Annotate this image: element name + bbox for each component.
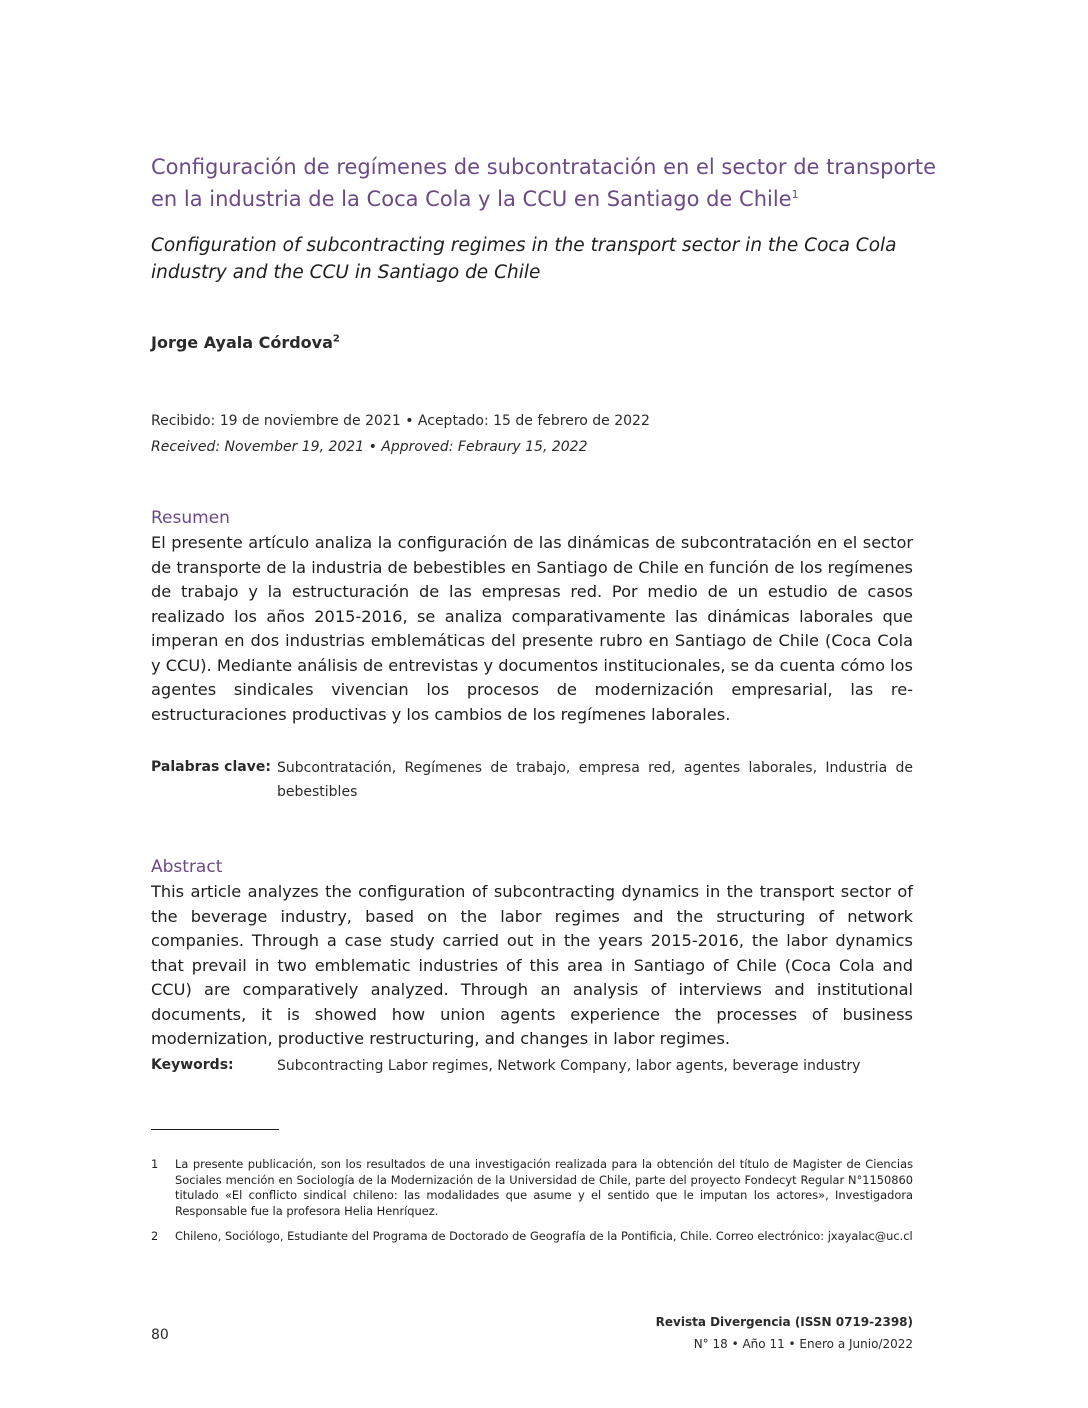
author-name	[151, 333, 340, 352]
footnote-ref-2[interactable]: 2	[332, 333, 340, 345]
author-text: Jorge Ayala Córdova	[151, 333, 333, 352]
footnote-number: 2	[151, 1229, 159, 1243]
journal-info	[656, 1311, 913, 1355]
abstract-heading: Abstract	[151, 857, 223, 877]
article-title-english: Configuration of subcontracting regimes in the transport sector in the Coca Cola industry and the CCU in Santiago de Chile	[151, 235, 897, 283]
footnote-1	[151, 1157, 913, 1219]
dates-english: Received: November 19, 2021 • Approved: Febraury 15, 2022	[151, 439, 588, 455]
palabras-clave-label: Palabras clave:	[151, 759, 271, 775]
footnote-separator	[151, 1129, 279, 1130]
keywords-text: Subcontracting Labor regimes, Network Company, labor agents, beverage industry	[277, 1058, 861, 1074]
footnote-ref-1[interactable]: 1	[791, 188, 799, 201]
page-number: 80	[151, 1327, 169, 1343]
footnote-text: Chileno, Sociólogo, Estudiante del Programa de Doctorado de Geografía de la Pontificia, Chile. Correo electrónico: jxayalac@uc.cl	[175, 1229, 913, 1243]
resumen-heading: Resumen	[151, 508, 230, 528]
footnote-number: 1	[151, 1157, 159, 1171]
abstract-text: This article analyzes the configuration of subcontracting dynamics in the transport sector of the beverage industry, based on the labor regimes and the structuring of network companies. Through a case study carried out in the years 2015-2016, the labor dynamics that prevail in two emblematic industries of this area in Santiago of Chile (Coca Cola and CCU) are comparatively analyzed. Through an analysis of interviews and institutional documents, it is showed how union agents experience the processes of business modernization, productive restructuring, and changes in labor regimes.	[151, 882, 913, 1048]
footnote-2	[151, 1229, 913, 1245]
submission-dates	[151, 408, 650, 460]
title-es-text: Configuración de regímenes de subcontratación en el sector de transporte en la industria de la Coca Cola y la CCU en Santiago de Chile	[151, 155, 937, 211]
article-title-spanish	[151, 154, 941, 213]
dates-spanish: Recibido: 19 de noviembre de 2021 • Aceptado: 15 de febrero de 2022	[151, 413, 650, 429]
footnote-text: La presente publicación, son los resultados de una investigación realizada para la obtención del título de Magister de Ciencias Sociales mención en Sociología de la Modernización de la Universidad de Chile, parte del proyecto Fondecyt Regular N°1150860 titulado «El conflicto sindical chileno: las modalidades que asume y el sentido que le imputan los actores», Investigadora Responsable fue la profesora Helia Henríquez.	[175, 1157, 913, 1218]
journal-issue: N° 18 • Año 11 • Enero a Junio/2022	[693, 1337, 913, 1351]
palabras-clave-text: Subcontratación, Regímenes de trabajo, empresa red, agentes laborales, Industria de bebestibles	[277, 760, 913, 800]
keywords-label: Keywords:	[151, 1057, 234, 1073]
journal-name: Revista Divergencia (ISSN 0719-2398)	[655, 1315, 913, 1329]
resumen-text: El presente artículo analiza la configuración de las dinámicas de subcontratación en el sector de transporte de la industria de bebestibles en Santiago de Chile en función de los regímenes de trabajo y la estructuración de las empresas red. Por medio de un estudio de casos realizado los años 2015-2016, se analiza comparativamente las dinámicas laborales que imperan en dos industrias emblemáticas del presente rubro en Santiago de Chile (Coca Cola y CCU). Mediante análisis de entrevistas y documentos institucionales, se da cuenta cómo los agentes sindicales vivencian los procesos de modernización empresarial, las re-estructuraciones productivas y los cambios de los regímenes laborales.	[151, 533, 913, 724]
